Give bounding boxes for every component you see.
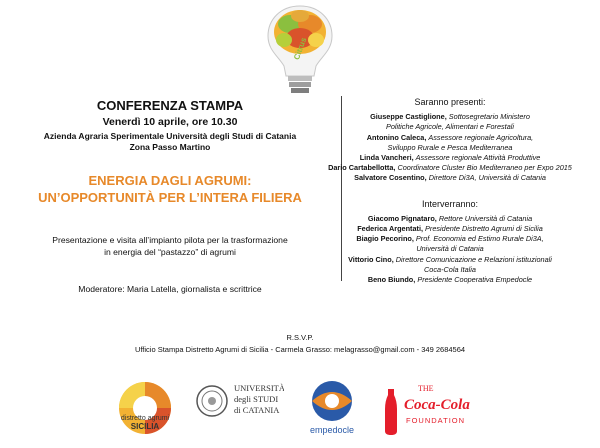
headline-line-1: ENERGIA DAGLI AGRUMI:: [88, 173, 252, 188]
right-column: [300, 94, 600, 285]
person-name: Giacomo Pignataro,: [367, 213, 437, 223]
person-entry: [300, 163, 600, 173]
present-list: [300, 112, 600, 183]
empedocle-logo: [297, 375, 367, 443]
unict-line-3: di CATANIA: [234, 405, 280, 415]
moderator: Moderatore: Maria Latella, giornalista e scrittrice: [78, 284, 262, 294]
distretto-agrumi-logo: [110, 375, 180, 443]
person-name: Beno Biundo,: [367, 275, 416, 285]
person-role: Sottosegretario Ministero: [448, 112, 530, 122]
coca-brand: Coca-Cola: [404, 397, 470, 413]
distretto-agrumi-bottom: SICILIA: [130, 422, 160, 431]
empedocle-name: empedocle: [309, 425, 355, 435]
description: [0, 234, 340, 258]
unict-line-2: degli STUDI: [234, 394, 279, 404]
coca-the: THE: [418, 384, 434, 393]
person-role-extra: Coca-Cola Italia: [424, 264, 476, 274]
person-role: Coordinatore Cluster Bio Mediterraneo per Expo 2015: [397, 163, 572, 173]
person-role: Prof. Economia ed Estimo Rurale Di3A,: [415, 234, 544, 244]
headline: [0, 172, 340, 206]
person-entry: [300, 224, 600, 234]
speakers-heading: Interverranno:: [421, 198, 479, 209]
person-entry: [300, 133, 600, 143]
person-entry: [300, 173, 600, 183]
person-role: Direttore Comunicazione e Relazioni istituzionali: [395, 254, 552, 264]
person-role-extra: Politiche Agricole, Alimentari e Forestali: [385, 122, 515, 132]
person-role-continued: [300, 122, 600, 132]
person-entry: [300, 214, 600, 224]
person-name: Linda Vancheri,: [359, 153, 414, 163]
person-role-extra: Sviluppo Rurale e Pesca Mediterranea: [387, 142, 513, 152]
unict-seal-icon: [194, 375, 284, 443]
empedocle-icon: [297, 375, 367, 443]
event-date: Venerdì 10 aprile, ore 10.30: [102, 116, 238, 128]
person-name: Biagio Pecorino,: [356, 234, 414, 244]
person-name: Salvatore Cosentino,: [354, 173, 427, 183]
person-role: Presidente Distretto Agrumi di Sicilia: [425, 224, 543, 234]
person-role-continued: [300, 143, 600, 153]
person-role-continued: [300, 244, 600, 254]
person-entry: [300, 112, 600, 122]
coca-cola-icon: [380, 375, 470, 443]
person-name: Federica Argentati,: [357, 224, 424, 234]
event-zone: Zona Passo Martino: [129, 142, 211, 152]
distretto-agrumi-icon: [110, 375, 180, 443]
unict-line-1: UNIVERSITÀ: [234, 383, 284, 393]
person-role: Presidente Cooperativa Empedocle: [417, 275, 533, 285]
description-line-1: Presentazione e visita all’impianto pilota per la trasformazione: [52, 235, 288, 245]
person-entry: [300, 153, 600, 163]
person-role: Direttore Di3A, Università di Catania: [428, 173, 546, 183]
person-entry: [300, 234, 600, 244]
speakers-list: [300, 214, 600, 285]
rsvp-label: R.S.V.P.: [286, 333, 314, 342]
person-role-continued: [300, 265, 600, 275]
bulb-label: Citrus: [292, 36, 309, 62]
person-role: Assessore regionale Agricoltura,: [428, 132, 534, 142]
citrus-bulb-logo: [262, 2, 338, 100]
present-heading: Saranno presenti:: [414, 97, 486, 107]
coca-foundation: FOUNDATION: [406, 416, 466, 425]
person-name: Vittorio Cino,: [348, 254, 394, 264]
left-column: [0, 94, 340, 294]
person-name: Dario Cartabellotta,: [328, 163, 396, 173]
person-entry: [300, 275, 600, 285]
logo-bar: [0, 375, 600, 443]
person-role-extra: Università di Catania: [416, 244, 484, 254]
person-role: Rettore Università di Catania: [438, 213, 533, 223]
distretto-agrumi-top: distretto agrumi: [120, 415, 170, 422]
headline-line-2: UN’OPPORTUNITÀ PER L’INTERA FILIERA: [38, 190, 302, 205]
person-name: Antonino Caleca,: [366, 132, 427, 142]
person-entry: [300, 255, 600, 265]
person-name: Giuseppe Castiglione,: [370, 112, 447, 122]
person-role: Assessore regionale Attività Produttive: [415, 153, 541, 163]
rsvp-contact: Ufficio Stampa Distretto Agrumi di Sicilia - Carmela Grasso: melagrasso@gmail.com - 349 2684564: [134, 345, 466, 354]
unict-logo: [194, 375, 284, 443]
event-venue: Azienda Agraria Sperimentale Università degli Studi di Catania: [43, 131, 297, 141]
coca-cola-foundation-logo: [380, 375, 470, 443]
description-line-2: in energia del “pastazzo” di agrumi: [104, 247, 236, 257]
press-title: CONFERENZA STAMPA: [96, 98, 244, 113]
